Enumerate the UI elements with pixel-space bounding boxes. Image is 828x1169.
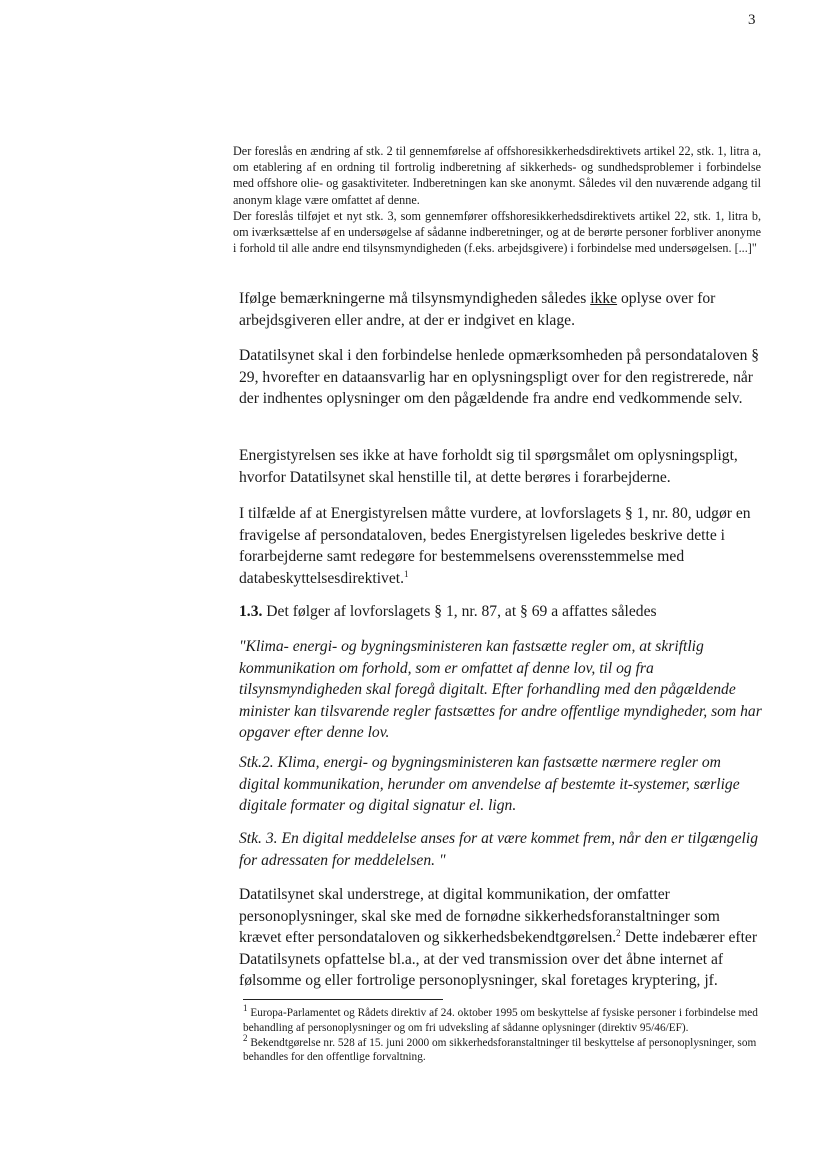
footnote-number: 2 <box>243 1032 248 1043</box>
paragraph-remarks <box>239 288 762 331</box>
paragraph-recommendation <box>239 445 762 488</box>
footnote-text: Europa-Parlamentet og Rådets direktiv af 24. oktober 1995 om beskyttelse af fysiske personer i forbindelse med behandling af personoplysninger og om fri udveksling af sådanne oplysninger (direktiv 95/46/EF). <box>243 1007 758 1034</box>
paragraph-digital-communication <box>239 884 762 992</box>
page-number: 3 <box>748 12 756 28</box>
text-span: oplyse over for arbejdsgiveren eller andre, at der er indgivet en klage. <box>239 290 716 329</box>
footnote-reference: 1 <box>403 568 409 579</box>
paragraph-text: Dette indebærer efter Datatilsynets opfattelse bl.a., at der ved transmission over det åbne internet af følsomme og eller fortrolige personoplysninger, skal foretages kryptering, jf. <box>239 929 758 989</box>
footnotes <box>243 1003 763 1065</box>
quoted-bill-excerpt <box>233 143 761 256</box>
paragraph-derogation <box>239 503 762 589</box>
quote-paragraph: Der foreslås tilføjet et nyt stk. 3, som gennemfører offshoresikkerhedsdirektivets artikel 22, stk. 1, litra b, om iværksættelse af en undersøgelse af sådanne indberetninger, og at de berørte personer forbliver anonyme i forhold til alle andre end tilsynsmyndigheden (f.eks. arbejdsgivere) i forbindelse med undersøgelsen. [...]" <box>233 208 761 256</box>
quoted-provision-3 <box>239 828 762 871</box>
emphasis-underlined: ikke <box>590 290 618 307</box>
quoted-provision-1 <box>239 636 762 744</box>
section-heading-1-3 <box>239 601 762 623</box>
paragraph-text: Stk. 3. En digital meddelelse anses for at være kommet frem, når den er tilgængelig for adressaten for meddelelsen. " <box>239 830 758 869</box>
paragraph-text: Datatilsynet skal i den forbindelse henlede opmærksomheden på persondataloven § 29, hvorefter en dataansvarlig har en oplysningspligt over for den registrerede, når der indhentes oplysninger om den pågældende fra andre end vedkommende selv. <box>239 347 760 407</box>
section-text: Det følger af lovforslagets § 1, nr. 87, at § 69 a affattes således <box>262 603 657 620</box>
footnote-number: 1 <box>243 1003 248 1014</box>
paragraph-text: Energistyrelsen ses ikke at have forholdt sig til spørgsmålet om oplysningspligt, hvorfor Datatilsynet skal henstille til, at dette berøres i forarbejderne. <box>239 447 738 486</box>
quoted-provision-2 <box>239 752 762 817</box>
paragraph-text: Datatilsynet skal understrege, at digital kommunikation, der omfatter personoplysninger, skal ske med de fornødne sikkerhedsforanstaltninger som krævet efter persondataloven og sikkerhedsbekendtgørelsen. <box>239 886 720 946</box>
footnote-divider <box>243 999 443 1000</box>
footnote <box>243 1032 763 1066</box>
quote-paragraph: Der foreslås en ændring af stk. 2 til gennemførelse af offshoresikkerhedsdirektivets artikel 22, stk. 1, litra a, om etablering af en ordning til fortrolig indberetning af sikkerheds- og sundhedsproblemer i forbindelse med offshore olie- og gasaktiviteter. Indberetningen kan ske anonymt. Således vil den nuværende adgang til anonym klage være omfattet af denne. <box>233 144 761 207</box>
paragraph-text: I tilfælde af at Energistyrelsen måtte vurdere, at lovforslagets § 1, nr. 80, udgør en fravigelse af persondataloven, bedes Energistyrelsen ligeledes beskrive dette i forarbejderne samt redegøre for bestemmelsens overensstemmelse med databeskyttelsesdirektivet. <box>239 505 751 587</box>
footnote-text: Bekendtgørelse nr. 528 af 15. juni 2000 om sikkerhedsforanstaltninger til beskyttelse af personoplysninger, som behandles for den offentlige forvaltning. <box>243 1036 757 1064</box>
paragraph-text: Stk.2. Klima, energi- og bygningsministeren kan fastsætte nærmere regler om digital kommunikation, herunder om anvendelse af bestemte it-systemer, særlige digitale formater og digital signatur el. lign. <box>239 754 740 814</box>
paragraph-information-duty <box>239 345 762 410</box>
section-number: 1.3. <box>239 603 263 620</box>
footnote <box>243 1003 763 1036</box>
text-span: Ifølge bemærkningerne må tilsynsmyndigheden således <box>239 290 591 307</box>
footnote-reference: 2 <box>616 927 621 938</box>
paragraph-text: "Klima- energi- og bygningsministeren kan fastsætte regler om, at skriftlig kommunikation om forhold, som er omfattet af denne lov, til og fra tilsynsmyndigheden skal foregå digitalt. Efter forhandling med den pågældende minister kan tilsvarende regler fastsættes for andre offentlige myndigheder, som har opgaver efter denne lov. <box>239 638 762 741</box>
